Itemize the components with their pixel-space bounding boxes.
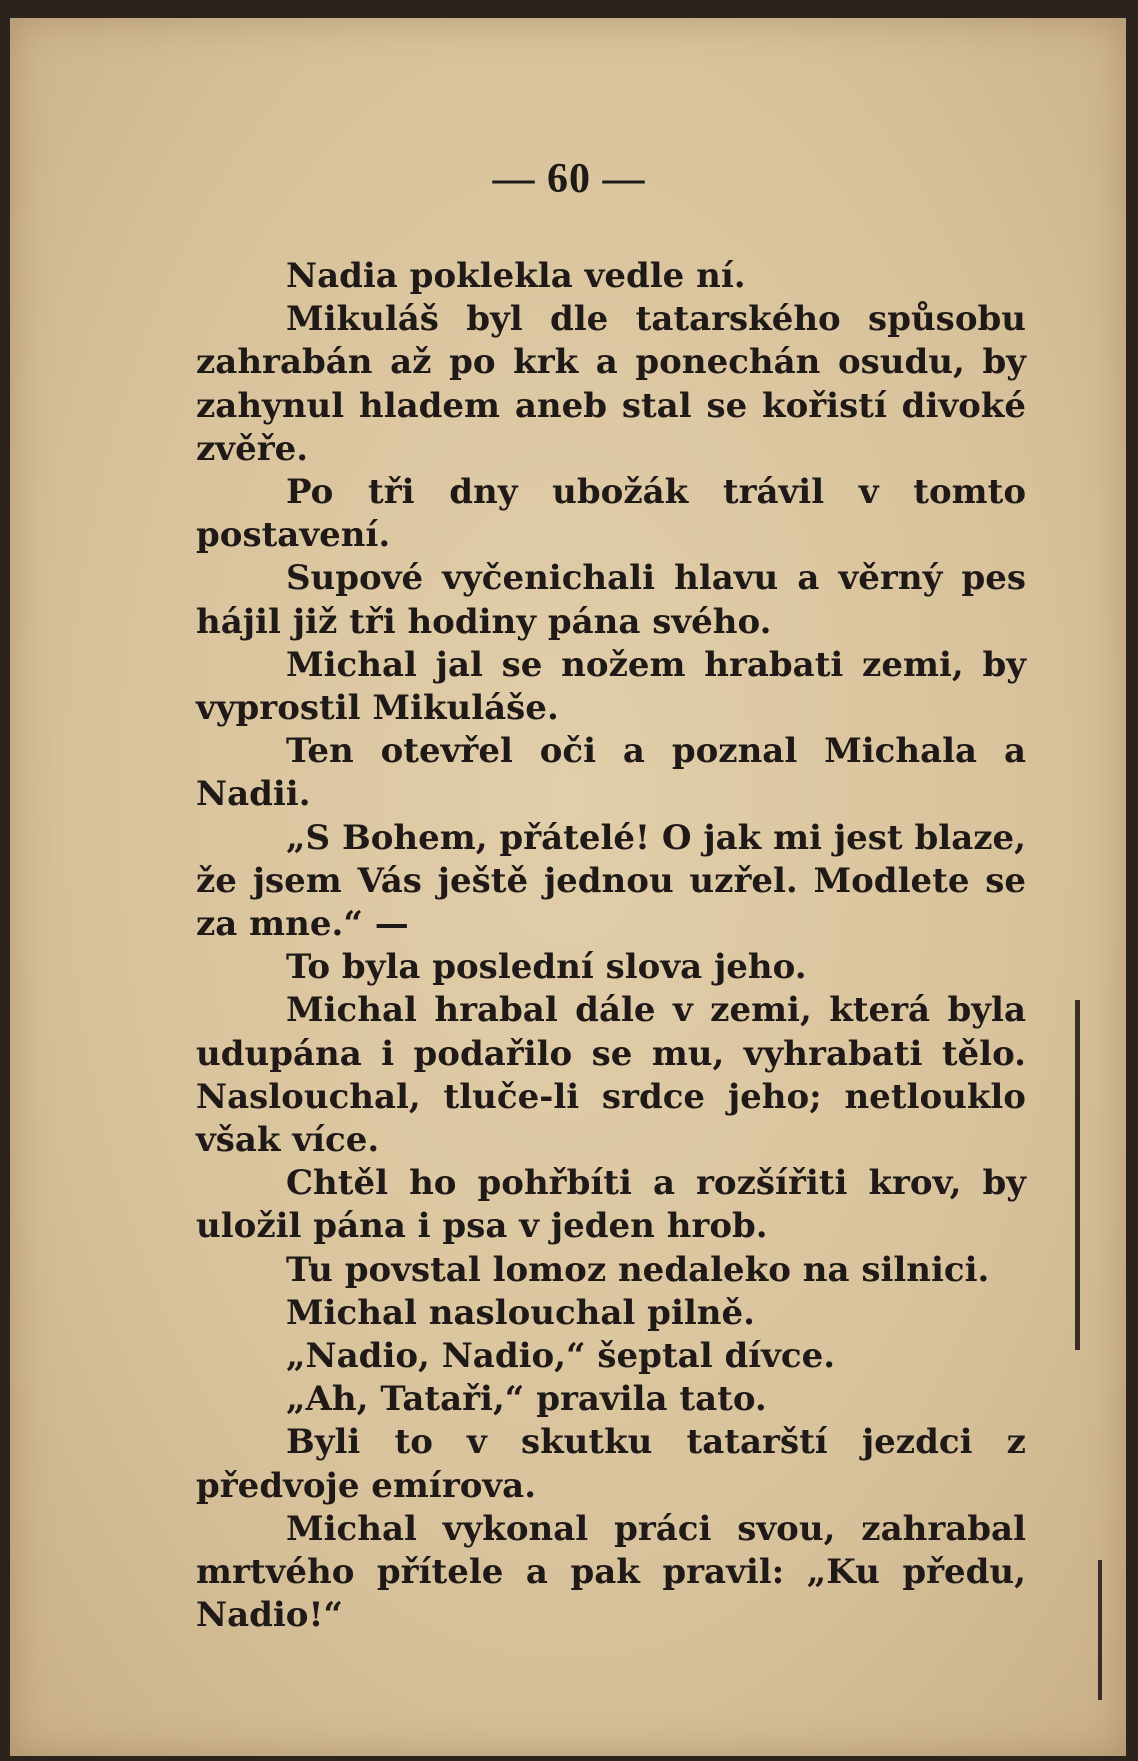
page-edge-mark: [1075, 1000, 1080, 1350]
page-edge-mark: [1098, 1560, 1102, 1700]
paragraph: Tu povstal lomoz nedaleko na silnici.: [286, 1249, 990, 1290]
paragraph: To byla poslední slova jeho.: [286, 947, 807, 988]
paragraph: Supové vyčenichali hlavu a věrný pes hájil již tři hodiny pána svého.: [196, 558, 1026, 642]
paragraph: Michal hrabal dále v zemi, která byla udupána i podařilo se mu, vyhrabati tělo. Naslouchal, tluče-li srdce jeho; netlouklo však více.: [196, 990, 1026, 1161]
paragraph: Nadia poklekla vedle ní.: [286, 256, 746, 296]
paragraph: Michal jal se nožem hrabati zemi, by vyprostil Mikuláše.: [196, 644, 1026, 729]
paragraph: Byli to v skutku tatarští jezdci z předvoje emírova.: [196, 1422, 1026, 1506]
paragraph: Ten otevřel oči a poznal Michala a Nadii.: [196, 731, 1026, 815]
paragraph: „Nadio, Nadio,“ šeptal dívce.: [286, 1336, 836, 1377]
paragraph: Michal naslouchal pilně.: [286, 1292, 755, 1333]
paragraph: „S Bohem, přátelé! O jak mi jest blaze, že jsem Vás ještě jednou uzřel. Modlete se za mne.“ —: [196, 817, 1026, 945]
paragraph: Mikuláš byl dle tatarského spůsobu zahrabán až po krk a ponechán osudu, by zahynul hladem aneb stal se kořistí divoké zvěře.: [196, 299, 1026, 469]
paragraph: Michal vykonal práci svou, zahrabal mrtvého přítele a pak pravil: „Ku předu, Nadio!“: [196, 1508, 1026, 1636]
page-text: [196, 255, 1026, 1638]
paragraph: Po tři dny ubožák trávil v tomto postavení.: [196, 472, 1026, 556]
paragraph: „Ah, Tataři,“ pravila tato.: [286, 1379, 767, 1420]
paragraph: Chtěl ho pohřbíti a rozšířiti krov, by uložil pána i psa v jeden hrob.: [196, 1163, 1026, 1247]
page-number: — 60 —: [492, 156, 646, 202]
